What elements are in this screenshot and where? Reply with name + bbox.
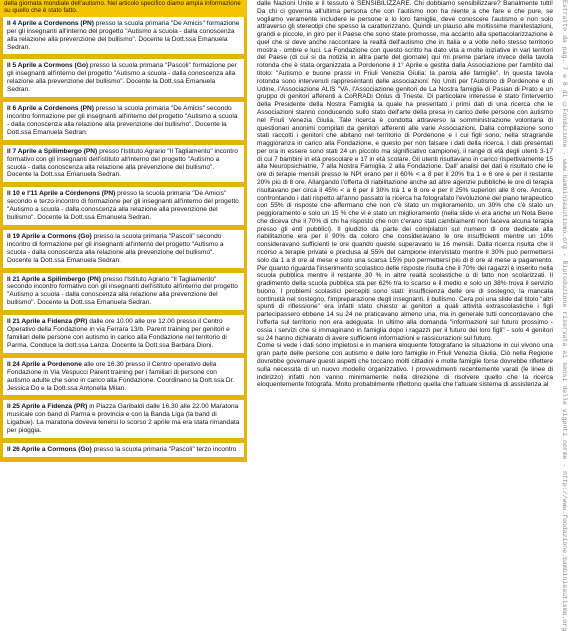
event-date-place: Il 4 Aprile a Cordenons (PN) xyxy=(7,19,94,27)
event-date-place: Il 24 Aprile a Pordenone xyxy=(7,360,82,368)
event-date-place: Il 6 Aprile a Cordenons (PN) xyxy=(7,105,94,113)
event-description: presso la scuola primaria "De Amicis" secondo e terzo incontro di formazione per gli insegnanti all'interno del progetto "Autismo a scuola - dalla conoscenza alla relazione alla prevenzione del bullismo". Docente la Dott.ssa Emanuela Sedran. xyxy=(7,190,239,222)
event-entry xyxy=(0,230,247,273)
event-description: dalle ore 10.00 alle ore 12.00 presso il Centro Operativo della Fondazione in via Ferrara 13/b. Parent training per genitori e familiari delle persone con autismo in carico alla Fondazione nel territorio di Parma. Conduce la dott.ssa Lanza. Docente la Dott.ssa Barbara Dioni. xyxy=(7,318,230,349)
event-description: presso la scuola primaria "De Amicis" secondo incontro formazione per gli insegnanti all'interno del progetto "Autismo a scuola - dalla conoscenza alla relazione alla prevenzione del bullismo". Docente la Dott.ssa Emanuela Sedran. xyxy=(7,105,238,136)
event-date-place: Il 26 Aprile a Cormons (Go) xyxy=(7,446,92,454)
event-entry xyxy=(0,443,247,462)
event-description: presso l'Istituto Agrario "Il Tagliamento" secondo incontro formativo con gli insegnanti dell'istituto all'interno del progetto "Autismo a scuola - dalla conoscenza alla relazione alla prevenzione del bullismo". Docente la Dott.ssa Emanuela Sedran. xyxy=(7,275,238,307)
event-entry xyxy=(0,315,247,358)
event-date-place: Il 25 Aprile a Fidenza (PR) xyxy=(7,403,88,411)
event-date-place: Il 19 Aprile a Cormons (Go) xyxy=(7,232,92,240)
event-description: presso la scuola primaria "De Amicis" formazione per gli insegnanti all'interno del progetto "Autismo a scuola - dalla conoscenza alla relazione alla prevenzione del bullismo". Docente la Dott.ssa Emanuela Sedran. xyxy=(7,19,240,51)
event-entry xyxy=(0,59,247,102)
event-description: in Piazza Garibaldi dalle 16.30 alle 22.00 Maratona musicale con band di Parma e provincia e con la Banda Liga (la band di Ligabue). La maratona doveva tenersi lo scorso 2 aprile ma era stata rimandata per pioggia. xyxy=(7,403,240,435)
event-date-place: Il 5 Aprile a Cormons (Go) xyxy=(7,62,89,70)
event-description: alle ore 16.30 presso il Centro operativo della Fondazione in Via Vespucci Parent training per i familiari di persone con autismo adulte che sono in carico alla Fondazione. Coordinano la Dott.ssa Dr. Jessica Do e la Dott.ssa Antonella Milan. xyxy=(7,360,235,392)
events-list xyxy=(0,17,247,462)
event-description: presso la scuola primaria "Pascoli" terzo incontro xyxy=(91,446,237,454)
event-entry xyxy=(0,273,247,316)
article-paragraph: dalle Nazioni Unite e il tessuto è SENSIBILIZZARE. Chi dobbiamo sensibilizzare? Banalmente tutti! Da chi ci governa all'ultima persona che con l'autismo non ha niente a che fare e che pure, se vogliamo veramente includere le persone e lo loro famiglie, deve conoscere l'autismo e non solo attraverso gli stereotipi che spesso la caratterizzano. Quindi un plauso alle moltissime manifestazioni, grandi e piccole, in giro per il Paese che sono state promosse, ma accanto alla spettacolarizzazione è quel che si deve anche raccontare la realtà dell'autismo che in Italia e a volte nello stesso territorio mostra - ombre e luci. La Fondazione con questo scritto ha dato vita a molte iniziative in vari territori del Paese (di cui si da notizia in altra parte del giornale) qui mi preme parlare invece della tavola rotonda che è stata organizzata a Pordenone il 1° Aprile e gestita dalla Associazione per l'ambito dal titolo: "Autismo e buone prassi in Friuli Venezia Giulia: la parola alle famiglie". In questa tavola rotonda sono intervenuti rappresentanti delle associazioni: No Uniti per l'Autismo di Pordenone e di Udine, l'Associazione ALIS "VA, l'Associazione genitori de La Nostra famiglia di Pasian di Prato e un gruppo di genitori afferenti a CoRRADi Onlus di Trieste. Di particolare interesse è stato l'intervento della Presidente della Nostra Famiglia la quale ha presentato i primi dati di una ricerca che le Associazioni stanno conducendo sullo stato dell'arte della presa in carico delle persone con autismo nel Friuli Venezia Giulia. Tale ricerca è condotta attraverso la somministrazione volontaria di questionari anonimi compilati da genitori afferenti alle varie Associazioni. Dalla compilazione sono stati raccolti i genitori che abitano nel territorio di Pordenone e i cui figli sono, nella stragrande maggioranza in carico alla Fondazione, e questo per non falsare i dati della ricerca. I dati presentati per ora in essere sono stati 24 un piccolo ma significativo campione), il range di età degli utenti 3-17 di cui 7 bambini in età prescolare e 17 in età scolare. Gli utenti risultavano in carico rispettivamente 15 alla Neuropsichiatrie, 7 alla Nostra Famiglia, 2 alla Fondazione. Dall' analisi dei dati è risultato che le ore di terapie mensili presso le NPI erano per il 60% < a 8 per il 20% fra 1 e 6 ore e per il restante 20% più di 8 ore. Allargando l'offerta di riabilitazione anche ad altre agenzie pubbliche le ore di terapia risultavano per circa il 45% < a 6 per il 30% tra 1 e 8 ore e per il 25% superiori alle 8 ore. Ancora, confrontando i dati rispetto all'anno passato la ricerca ha fotografato l'evoluzione del piano terapeutico con 55% di risposte che affermano che non c'è stato un miglioramento, un 30% che c'è stato un peggioramento e solo un 15 % che vi è stato un miglioramento (nella slide vi era anche un Nota Bene che diceva che il 70% di chi ha risposto che non c'erano stati cambiamenti non faceva alcuna terapia presso gli enti pubblici). Il giudizio da parte dei compilatori sul numero di ore dedicate alla riabilitazione era per il 90% da coloro che consideravano le ore insufficienti mentre un 10% consideravano sufficienti le ore quando queste superavano le 16 mensili. Dalla ricerca risulta che il ricorso a terapie private e preclusa al 55% del campione intervistato mentre il 30% può permettersi solo da 1 a 8 ore al mese e solo una scarsa 15% può permettersi più di 8 ore al mese a pagamento. Per quanto riguarda l'inserimento scolastico delle risposte risulta che il 70% dei ragazzi è inserito nella scuola pubblica mentre il restante 30 % in altre realtà scolastiche o di fatto non scolarizzati. Il gradimento della scuola pubblica sta per 62% tra lo scarso e il medio e solo un 38% trova il servizio buono. I problemi scolastici percepiti sono stati: insufficienza delle ore di sostegno, la mancata continuità nel sostegno, l'impreparazione degli insegnanti, il bullismo. Cera poi una slide dal titolo "altri spunti di riflessione" era infatti stato chiesto ai genitori a quali attività extrascolastiche i figli partecipassero ebbene 14 su 24 ne praticavano almeno una, ma in generale tutti concordavano che l'offerta sul territorio non era adeguata. In ultimo alla domanda "informazioni sul futuro prossimo - ossia i servizi che si immaginano in famiglia dopo i ragazzi per il futuro dei loro figli" - solo 4 genitori su 24 hanno dichiarato di avere sufficienti informazioni e rassicurazioni sul futuro. xyxy=(257,0,554,342)
article-column xyxy=(255,0,555,430)
event-entry xyxy=(0,17,247,60)
event-description: presso la scuola primaria "Pascoli" formazione per gli insegnanti all'interno del progetto "Autismo a scuola - dalla conoscenza alla relazione alla prevenzione del bullismo". Docente la Dott.ssa Emanuela Sedran. xyxy=(7,62,237,94)
event-date-place: Il 21 Aprile a Fidenza (PR) xyxy=(7,318,88,326)
event-description: presso l'Istituto Agrario "Il Tagliamento" incontro formativo con gli insegnanti dell'istituto all'interno del progetto "Autismo a scuola - dalla conoscenza alla relazione alla prevenzione del bullismo". Docente la Dott.ssa Emanuela Sedran. xyxy=(7,147,238,179)
watermark-text: Estratto da pag. 7 e 8 di ©Fondazione - www.bambinieautismo.org - Riproduzione riservata ai sensi delle vigenti norme - http://www.fondazione.bambinieautismo.org xyxy=(561,0,568,631)
event-entry xyxy=(0,145,247,188)
event-date-place: Il 10 e l'11 Aprile a Cordenons (PN) xyxy=(7,190,116,198)
intro-note: della giornata mondiale dell'autismo. Nel articolo specifico diamo ampia informazione su quello che è stato fatto. xyxy=(0,0,247,17)
event-entry xyxy=(0,187,247,230)
event-entry xyxy=(0,358,247,401)
article-paragraph: Come si vede i dati sono impietosi e in maniera eloquente fotografano la situazione in cui vivono una gran parte delle persone con autismo e delle loro famiglie in Friuli Venezia Giulia. Ciò nella Regione dovrebbe governare questi aspetti che toccano molti cittadini e molte famiglie forse dovrebbe riflettere sulla necessità di un nuovo modello organizzativo. I provvedimenti recentemente varati (le linee di indirizzo) infatti non vanno minimamente nella direzione di risolvere quello che la ricerca eloquentemente fotografa. Molto probabilmente riflettono quella che l'attuale sistema di assistenza al xyxy=(257,342,553,389)
article-body xyxy=(255,0,555,389)
side-watermark xyxy=(560,0,570,631)
event-date-place: Il 21 Aprile a Spilimbergo (PN) xyxy=(7,275,101,283)
event-entry xyxy=(0,102,247,145)
events-column xyxy=(0,0,247,454)
event-description: presso la scuola primaria "Pascoli" secondo incontro di formazione per gli insegnanti all'interno del progetto "Autismo a scuola - dalla conoscenza alla relazione alla prevenzione del bullismo". Docente la Dott.ssa Emanuela Sedran. xyxy=(7,232,224,264)
event-entry xyxy=(0,400,247,443)
event-date-place: Il 7 Aprile a Spilimbergo (PN) xyxy=(7,147,98,155)
